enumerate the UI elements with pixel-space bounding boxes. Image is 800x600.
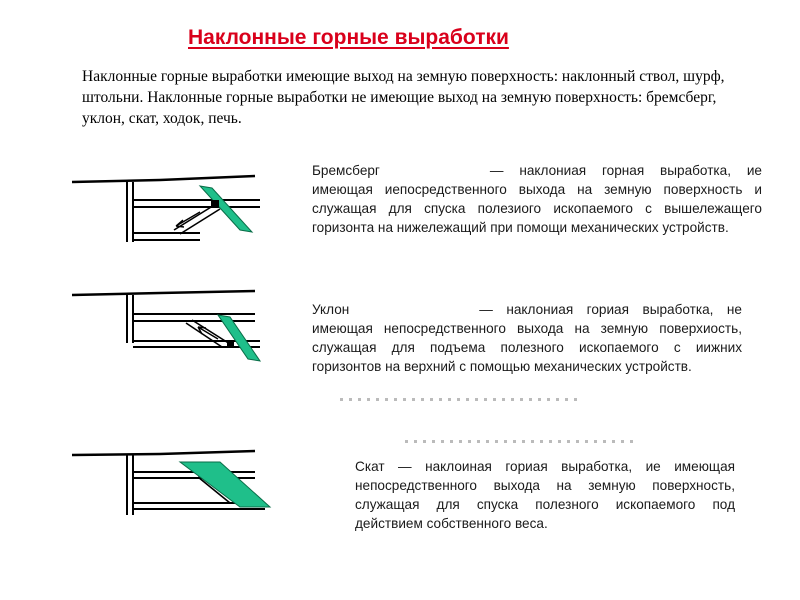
ground-surface-line — [72, 451, 255, 455]
bremsberg-diagram — [70, 160, 270, 250]
hoist-icon — [211, 200, 219, 207]
skat-definition — [355, 457, 735, 533]
hoist-icon — [227, 341, 234, 348]
scan-artifact — [405, 440, 635, 443]
skat-diagram — [70, 445, 270, 525]
intro-paragraph: Наклонные горные выработки имеющие выход на земную поверхность: наклонный ствол, шурф, штольни. Наклонные горные выработки не имеющие выход на земную поверхность: бремсберг, уклон, скат, ходок, печь. — [82, 68, 725, 127]
uklon-definition — [312, 300, 742, 376]
term-uklon: Уклон — [312, 302, 350, 317]
scan-artifact — [340, 398, 580, 401]
definition-text: — наклониая гориая выработка, не имеющая непосредственного выхода на земную поверхиость, служащая для подъема полезного ископаемого с иижних горизонтов на верхний с помощью механических устройств. — [312, 302, 742, 374]
bremsberg-definition — [312, 161, 762, 237]
definition-text: — наклоиная гориая выработка, ие имеющая непосредственного выхода на земную поверхность, служащая для спуска полезного ископаемого под действием собственного веса. — [355, 459, 735, 531]
page-title: Наклонные горные выработки — [188, 26, 509, 49]
ground-surface-line — [72, 176, 255, 182]
arrow-down-icon — [176, 212, 200, 227]
term-skat: Скат — [355, 459, 385, 474]
ground-surface-line — [72, 291, 255, 295]
uklon-diagram — [70, 285, 270, 370]
term-bremsberg: Бремсберг — [312, 163, 380, 178]
seam-block — [180, 462, 270, 507]
definition-text: — наклониая горная выработка, ие имеющая иепосредственного выхода на земную поверхность и служащая для спуска полезиого ископаемого с вышележащего горизонта на нижележащий при помощи механических устройств. — [312, 163, 762, 235]
